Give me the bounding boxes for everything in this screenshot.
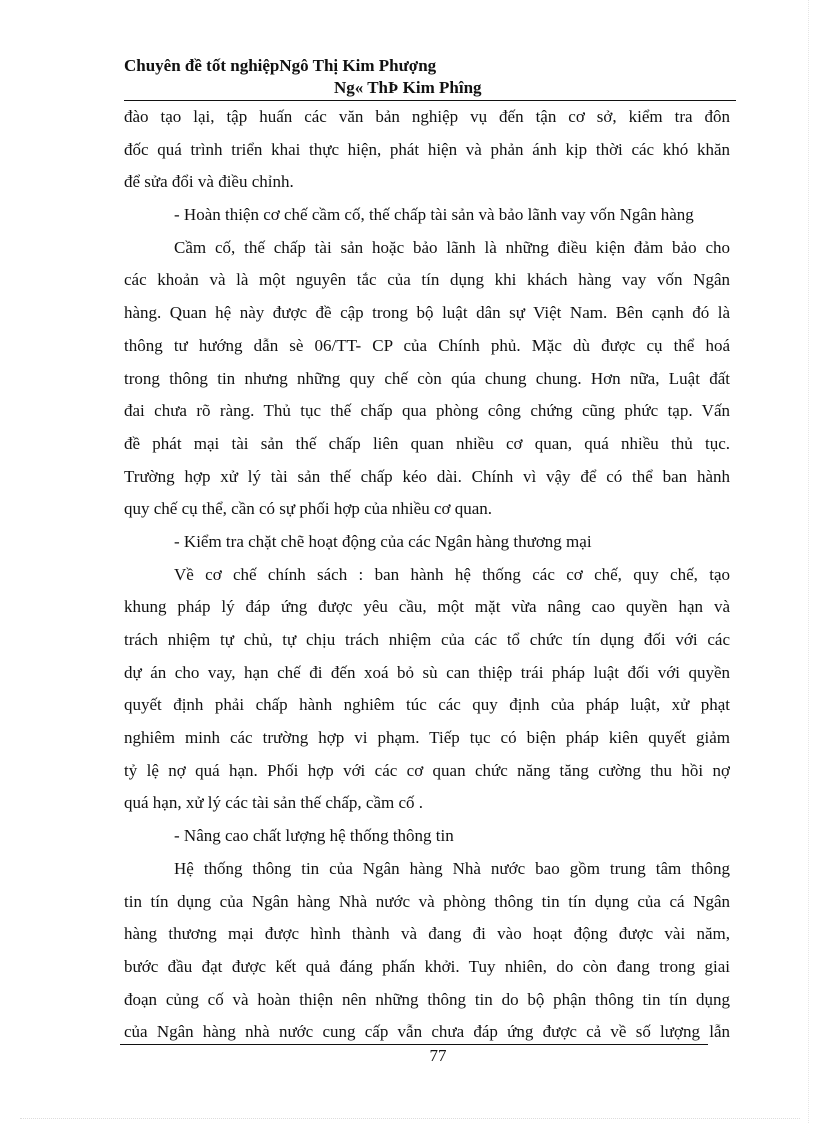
- text-line: Trường hợp xử lý tài sản thế chấp kéo dài. Chính vì vậy để có thể ban hành: [124, 466, 730, 486]
- text-line: hàng. Quan hệ này được đề cập trong bộ luật dân sự Việt Nam. Bên cạnh đó là: [124, 303, 730, 323]
- text-line: - Hoàn thiện cơ chế cầm cố, thế chấp tài sản và bảo lãnh vay vốn Ngân hàng: [174, 205, 694, 225]
- text-line: - Kiểm tra chặt chẽ hoạt động của các Ngân hàng thương mại: [174, 531, 592, 551]
- text-line: đề phát mại tài sản thế chấp liên quan nhiều cơ quan, quá nhiều thủ tục.: [124, 433, 730, 453]
- footer-divider: [120, 1044, 708, 1045]
- text-line: đoạn củng cố và hoàn thiện nên những thông tin do bộ phận thông tin tín dụng: [124, 989, 730, 1009]
- text-line: quyết định phải chấp hành nghiêm túc các quy định của pháp luật, xử phạt: [124, 695, 730, 715]
- text-line: - Nâng cao chất lượng hệ thống thông tin: [174, 826, 454, 846]
- header-title: Chuyên đề tốt nghiệpNgô Thị Kim Phượng: [124, 56, 437, 75]
- header-author: Ng« ThÞ Kim Phîng: [334, 78, 482, 97]
- text-line: đai chưa rõ ràng. Thủ tục thế chấp qua phòng công chứng cũng phức tạp. Vấn: [124, 401, 730, 421]
- text-line: đốc quá trình triển khai thực hiện, phát hiện và phản ánh kịp thời các khó khăn: [124, 139, 730, 159]
- text-line: Hệ thống thông tin của Ngân hàng Nhà nước bao gồm trung tâm thông: [174, 858, 730, 878]
- text-line: quy chế cụ thể, cần có sự phối hợp của nhiều cơ quan.: [124, 499, 493, 519]
- text-line: Về cơ chế chính sách : ban hành hệ thống các cơ chế, quy chế, tạo: [174, 564, 730, 584]
- page-number: 77: [429, 1046, 447, 1065]
- text-line: trách nhiệm tự chủ, tự chịu trách nhiệm của các tổ chức tín dụng đối với các: [124, 630, 730, 649]
- page-side-dots: [808, 0, 809, 1123]
- text-line: nghiêm minh các trường hợp vi phạm. Tiếp tục có biện pháp kiên quyết giảm: [124, 728, 730, 748]
- text-line: Cầm cố, thế chấp tài sản hoặc bảo lãnh là những điều kiện đảm bảo cho: [174, 237, 730, 257]
- text-line: tỷ lệ nợ quá hạn. Phối hợp với các cơ quan chức năng tăng cường thu hồi nợ: [124, 760, 730, 780]
- text-line: của Ngân hàng nhà nước cung cấp vẫn chưa đáp ứng được cả về số lượng lẫn: [124, 1022, 730, 1042]
- text-line: quá hạn, xử lý các tài sản thế chấp, cầm cố .: [124, 793, 424, 813]
- page-edge-dots: [20, 1118, 800, 1119]
- page-header: [124, 55, 734, 99]
- text-line: thông tư hướng dẫn sè 06/TT- CP của Chính phủ. Mặc dù được cụ thể hoá: [124, 335, 730, 355]
- text-line: hàng thương mại được hình thành và đang đi vào hoạt động được vài năm,: [124, 924, 730, 944]
- text-line: các khoản và là một nguyên tắc của tín dụng khi khách hàng vay vốn Ngân: [124, 270, 730, 290]
- document-body: [124, 101, 730, 1049]
- text-line: để sửa đổi và điều chỉnh.: [124, 172, 294, 192]
- text-line: đào tạo lại, tập huấn các văn bản nghiệp vụ đến tận cơ sở, kiểm tra đôn: [124, 107, 730, 126]
- text-line: khung pháp lý đáp ứng được yêu cầu, một mặt vừa nâng cao quyền hạn và: [124, 597, 730, 617]
- text-line: tin tín dụng của Ngân hàng Nhà nước và phòng thông tin tín dụng của cá Ngân: [124, 891, 730, 911]
- text-line: dự án cho vay, hạn chế đi đến xoá bỏ sù can thiệp trái pháp luật đối với quyền: [124, 662, 730, 682]
- text-line: bước đầu đạt được kết quả đáng phấn khởi. Tuy nhiên, do còn đang trong giai: [124, 956, 730, 976]
- text-line: trong thông tin nhưng những quy chế còn qúa chung chung. Hơn nữa, Luật đất: [124, 368, 730, 388]
